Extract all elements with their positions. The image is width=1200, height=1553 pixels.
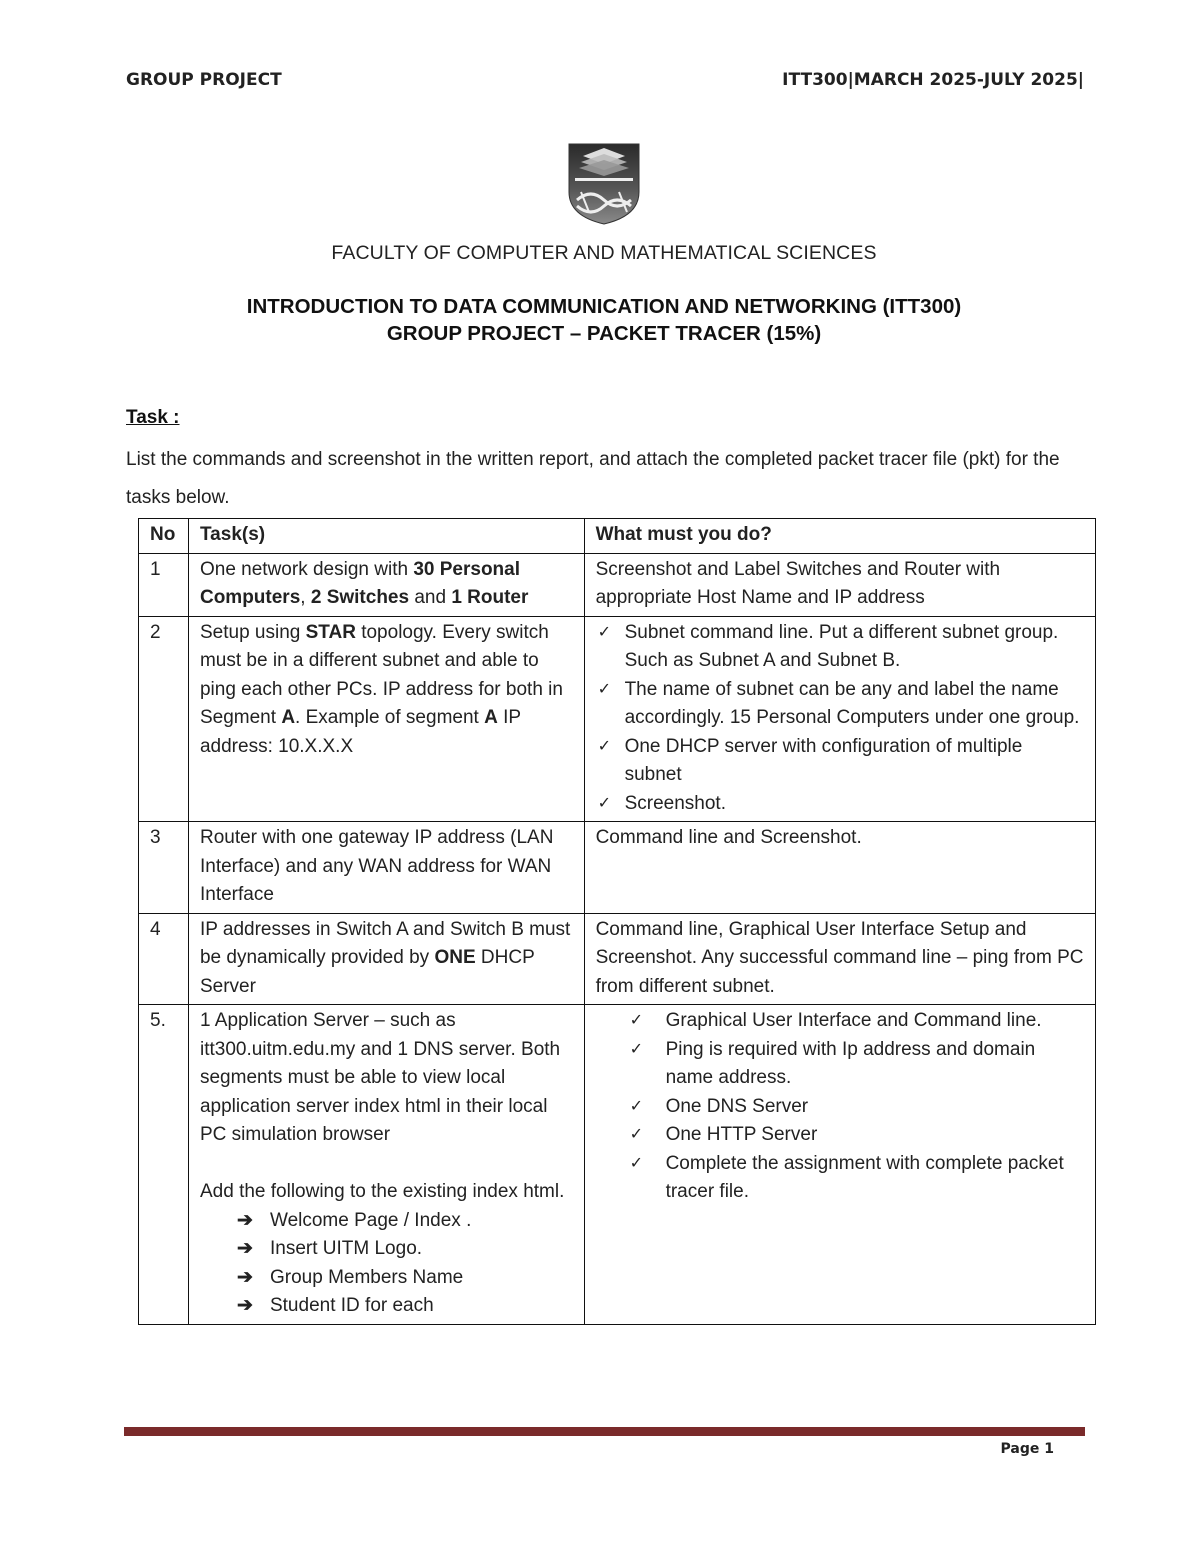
faculty-name: FACULTY OF COMPUTER AND MATHEMATICAL SCIENCES (331, 242, 877, 264)
list-item-text: One DNS Server (665, 1095, 809, 1117)
arrow-right-icon: ➔ (236, 1266, 253, 1288)
task-bold: A (281, 707, 296, 728)
list-item-text: One HTTP Server (665, 1124, 818, 1145)
table-row (139, 553, 1096, 616)
header-task: Task(s) (188, 519, 584, 554)
check-icon: ✓ (597, 737, 611, 755)
check-icon: ✓ (629, 1040, 643, 1058)
task-text: IP addresses in Switch A and Switch B must be dynamically provided by (199, 918, 571, 968)
row-task (188, 913, 584, 1005)
list-item (597, 733, 1084, 790)
task-intro: List the commands and screenshot in the written report, and attach the completed packet tracer file (pkt) for the tasks below. (126, 449, 1060, 508)
list-item-text: The name of subnet can be any and label the name accordingly. 15 Personal Computers under one group. (624, 678, 1080, 728)
footer-divider (124, 1427, 1085, 1436)
uitm-logo-icon (567, 142, 641, 226)
table-row (139, 616, 1096, 822)
arrow-right-icon: ➔ (236, 1209, 253, 1231)
check-icon: ✓ (629, 1012, 643, 1029)
task-bold: 2 Switches (310, 587, 410, 608)
row-no: 1 (139, 553, 189, 616)
list-item (236, 1235, 573, 1264)
task-text: , (300, 587, 311, 608)
header-what: What must you do? (584, 519, 1095, 554)
task-text: One network design with (199, 558, 414, 580)
list-item (629, 1007, 1084, 1036)
row-do: Command line, Graphical User Interface Setup and Screenshot. Any successful command line – ping from PC from different subnet. (584, 913, 1095, 1005)
arrow-list (200, 1207, 573, 1321)
header-left: GROUP PROJECT (126, 70, 282, 90)
check-icon: ✓ (597, 680, 611, 698)
checklist (596, 619, 1084, 819)
document-title (0, 293, 1200, 347)
list-item-text: Welcome Page / Index . (269, 1209, 472, 1231)
row-no: 3 (139, 822, 189, 914)
list-item (597, 676, 1084, 733)
task-bold: STAR (305, 621, 356, 643)
row-task (188, 1005, 584, 1325)
task-text: topology. Every switch must be in a different subnet and able to ping each other PCs. IP address for both in Segment (199, 621, 563, 728)
row-no: 5. (139, 1005, 189, 1325)
task-bold: ONE (434, 947, 476, 968)
task-heading: Task : (126, 407, 180, 428)
list-item-text: Student ID for each (269, 1295, 434, 1316)
header-no: No (139, 519, 189, 554)
row-no: 2 (139, 616, 189, 822)
list-item (597, 619, 1084, 676)
check-icon: ✓ (597, 623, 611, 641)
row-task (188, 616, 584, 822)
list-item (629, 1093, 1084, 1122)
task-text: and (409, 587, 452, 608)
row-task (188, 553, 584, 616)
list-item (629, 1150, 1084, 1207)
list-item-text: Complete the assignment with complete packet tracer file. (665, 1152, 1064, 1202)
row-do: Screenshot and Label Switches and Router with appropriate Host Name and IP address (584, 553, 1095, 616)
title-line-2: GROUP PROJECT – PACKET TRACER (15%) (386, 322, 822, 345)
task-text: DHCP Server (199, 947, 535, 997)
task-bold: 1 Router (451, 587, 529, 608)
table-row (139, 913, 1096, 1005)
task-paragraph: Add the following to the existing index html. (199, 1181, 565, 1202)
check-icon: ✓ (629, 1097, 643, 1115)
arrow-right-icon: ➔ (236, 1295, 253, 1316)
list-item-text: Group Members Name (269, 1266, 464, 1288)
header-right: ITT300|MARCH 2025-JULY 2025| (782, 70, 1084, 90)
list-item (597, 790, 1084, 819)
list-item-text: Insert UITM Logo. (269, 1238, 423, 1259)
list-item (629, 1121, 1084, 1150)
list-item-text: One DHCP server with configuration of multiple subnet (624, 735, 1023, 785)
checklist (596, 1007, 1084, 1207)
title-line-1: INTRODUCTION TO DATA COMMUNICATION AND NETWORKING (ITT300) (246, 295, 962, 318)
table-row (139, 822, 1096, 914)
task-bold: A (484, 707, 498, 728)
task-paragraph: 1 Application Server – such as itt300.uitm.edu.my and 1 DNS server. Both segments must be able to view local application server index html in their local PC simulation browser (199, 1010, 561, 1145)
task-text: Setup using (199, 621, 306, 643)
row-do (584, 616, 1095, 822)
task-table (138, 518, 1096, 1325)
row-do (584, 1005, 1095, 1325)
arrow-right-icon: ➔ (236, 1238, 253, 1259)
list-item (236, 1292, 573, 1321)
list-item (629, 1036, 1084, 1093)
page-number: Page 1 (1000, 1441, 1054, 1457)
task-bold: 30 Personal Computers (199, 558, 520, 608)
table-row (139, 1005, 1096, 1325)
list-item-text: Subnet command line. Put a different subnet group. Such as Subnet A and Subnet B. (624, 621, 1059, 671)
check-icon: ✓ (629, 1126, 643, 1143)
list-item (236, 1264, 573, 1293)
row-task: Router with one gateway IP address (LAN Interface) and any WAN address for WAN Interface (188, 822, 584, 914)
table-header-row (139, 519, 1096, 554)
row-do: Command line and Screenshot. (584, 822, 1095, 914)
task-text: . Example of segment (295, 707, 485, 728)
list-item-text: Ping is required with Ip address and domain name address. (665, 1038, 1036, 1088)
list-item (236, 1207, 573, 1236)
task-text: IP address: 10.X.X.X (199, 707, 521, 757)
row-no: 4 (139, 913, 189, 1005)
list-item-text: Screenshot. (624, 792, 726, 814)
check-icon: ✓ (597, 794, 611, 812)
check-icon: ✓ (629, 1154, 643, 1172)
list-item-text: Graphical User Interface and Command line. (665, 1010, 1042, 1031)
